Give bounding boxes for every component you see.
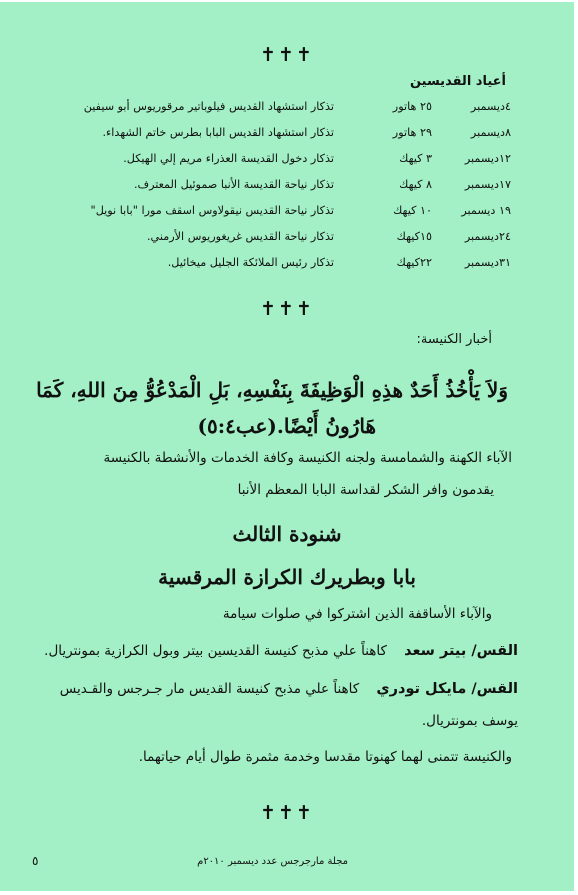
pope-title: بابا وبطريرك الكرازة المرقسية: [158, 565, 416, 589]
footer-magazine-title: مجلة مارجرجس عدد ديسمبر ٢٠١٠م: [197, 856, 348, 867]
feast-row: [0, 152, 574, 172]
feast-description: تذكار نياحة القديسة الأنبا صموئيل المعترف.: [133, 178, 334, 191]
verse-line-1: وَلاَ يَأْخُذُ أَحَدٌ هذِهِ الْوَظِيفَةَ بِنَفْسِهِ، بَلِ الْمَدْعُوُّ مِنَ اللهِ، كَمَا: [36, 378, 508, 402]
verse-line-2: هَارُونُ أَيْضًا.(عب٥:٤): [197, 414, 376, 438]
document-page: [0, 2, 574, 891]
feasts-heading: أعياد القديسين: [409, 74, 506, 89]
feast-row: [0, 256, 574, 276]
feast-coptic-date: ٢٢كيهك: [396, 256, 432, 269]
feast-description: تذكار نياحة القديس نيقولاوس اسقف مورا "بابا نويل": [90, 204, 334, 217]
page-number: ٥: [32, 854, 39, 868]
ordination-2: [60, 681, 518, 697]
feast-date: ١٢ديسمبر: [464, 152, 511, 165]
feast-row: [0, 230, 574, 250]
feast-description: تذكار رئيس الملائكة الجليل ميخائيل.: [167, 256, 334, 269]
feast-date: ٣١ديسمبر: [464, 256, 511, 269]
feast-date: ١٩ ديسمبر: [461, 204, 511, 217]
news-line-1: الآباء الكهنة والشمامسة ولجنه الكنيسة وكافة الخدمات والأنشطة بالكنيسة: [103, 450, 512, 466]
ordination-1: [44, 643, 518, 659]
crosses-ornament-middle: ✝✝✝: [260, 298, 314, 320]
feast-description: تذكار استشهاد القديس فيلوباتير مرقوريوس أبو سيفين: [83, 100, 334, 113]
feast-description: تذكار دخول القديسة العذراء مريم إلي الهيكل.: [123, 152, 334, 165]
crosses-ornament-top: ✝✝✝: [260, 44, 314, 66]
feast-row: [0, 178, 574, 198]
feast-row: [0, 204, 574, 224]
feast-row: [0, 126, 574, 146]
feast-coptic-date: ١٠ كيهك: [393, 204, 432, 217]
feast-date: ٢٤ديسمبر: [464, 230, 511, 243]
news-heading: أخبار الكنيسة:: [416, 332, 492, 347]
news-line-4: والكنيسة تتمنى لهما كهنوتا مقدسا وخدمة مثمرة طوال أيام حياتهما.: [138, 749, 512, 765]
feast-coptic-date: ٨ كيهك: [399, 178, 432, 191]
ordination-2-name: القس/ مايكل تودري: [376, 681, 518, 697]
ordination-1-name: القس/ بيتر سعد: [404, 643, 518, 659]
feast-coptic-date: ٣ كيهك: [399, 152, 432, 165]
feast-description: تذكار نياحة القديس غريغوريوس الأرمني.: [147, 230, 334, 243]
pope-name: شنودة الثالث: [232, 522, 342, 546]
crosses-ornament-bottom: ✝✝✝: [260, 802, 314, 824]
feast-date: ٨ديسمبر: [470, 126, 511, 139]
ordination-1-text: كاهناً علي مذبح كنيسة القديسين بيتر وبول الكرازية بمونتريال.: [44, 643, 387, 659]
ordination-2-continued: يوسف بمونتريال.: [421, 713, 518, 729]
feast-coptic-date: ٢٩ هاتور: [392, 126, 432, 139]
ordination-2-text: كاهناً علي مذبح كنيسة القديس مار جـرجس والقـديس: [59, 681, 360, 697]
feast-date: ٤ديسمبر: [470, 100, 511, 113]
news-line-3: والآباء الأساقفة الذين اشتركوا في صلوات سيامة: [222, 606, 492, 622]
feast-description: تذكار استشهاد القديس البابا بطرس خاتم الشهداء.: [102, 126, 334, 139]
feast-date: ١٧ديسمبر: [464, 178, 511, 191]
news-line-2: يقدمون وافر الشكر لقداسة البابا المعظم الأنبا: [237, 482, 494, 498]
feast-coptic-date: ٢٥ هاتور: [392, 100, 432, 113]
feast-row: [0, 100, 574, 120]
feast-coptic-date: ١٥كيهك: [396, 230, 432, 243]
